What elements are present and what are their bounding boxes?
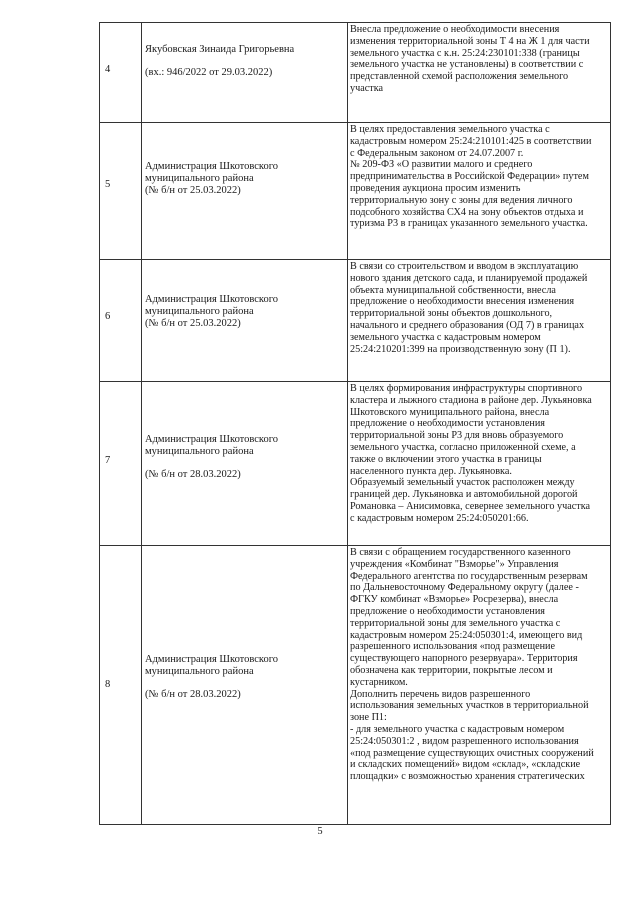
text-line: территориальной зоны Р3 для вновь образуемого <box>350 430 564 442</box>
applicant-cell <box>142 546 348 825</box>
text-line: «под размещение существующих очистных сооружений <box>350 747 594 759</box>
text-line: В связи со строительством и вводом в эксплуатацию <box>350 261 579 272</box>
applicant-line: муниципального района <box>145 172 254 184</box>
applicant-label <box>145 434 345 480</box>
proposal-text <box>348 546 610 783</box>
applicant-line: муниципального района <box>145 445 254 457</box>
proposal-text-cell <box>348 382 611 546</box>
text-line: также о включении этого участка в границы <box>350 453 542 465</box>
text-line: 25:24:210201:399 на производственную зону (П 1). <box>350 343 571 355</box>
applicant-line: (№ б/н от 28.03.2022) <box>145 468 241 480</box>
table-row <box>100 546 611 825</box>
text-line: предложение о необходимости внесения изменения <box>350 296 575 308</box>
text-line: Федерального агентства по государственным резервам <box>350 570 588 582</box>
applicant-line: Администрация Шкотовского <box>145 294 279 305</box>
text-line: существующего напорного резервуара». Территория <box>350 653 578 665</box>
proposal-text <box>348 23 610 95</box>
text-line: начального и среднего образования (ОД 7) в границах <box>350 319 585 331</box>
applicant-line: Администрация Шкотовского <box>145 434 279 445</box>
proposals-table <box>99 22 611 825</box>
applicant-label <box>145 44 345 79</box>
text-line: Дополнить перечень видов разрешенного <box>350 688 531 700</box>
applicant-line: Якубовская Зинаида Григорьевна <box>145 44 295 55</box>
text-line: подсобного хозяйства СХ4 на зону объектов отдыха и <box>350 206 584 218</box>
row-number: 4 <box>105 64 111 75</box>
applicant-cell <box>142 123 348 260</box>
applicant-line: (№ б/н от 28.03.2022) <box>145 688 241 700</box>
proposal-text <box>348 260 610 355</box>
proposal-text-cell <box>348 260 611 382</box>
text-line: границей дер. Лукьяновка и автомобильной дорогой <box>350 489 578 501</box>
row-number-cell <box>100 260 142 382</box>
applicant-label <box>145 654 345 700</box>
text-line: земельного участка с к.н. 25:24:230101:338 (границы <box>350 47 580 59</box>
text-line: участка <box>350 82 384 94</box>
row-number: 6 <box>105 311 111 322</box>
applicant-line: муниципального района <box>145 305 254 317</box>
text-line: проведения аукциона просим изменить <box>350 182 521 194</box>
text-line: кадастровым номером 25:24:210101:425 в соответствии <box>350 135 592 147</box>
text-line: по Дальневосточному Федеральному округу (далее - <box>350 582 579 594</box>
text-line: Образуемый земельный участок расположен между <box>350 477 575 489</box>
text-line: учреждения «Комбинат "Взморье"» Управления <box>350 558 559 570</box>
text-line: ФГКУ комбинат «Взморье» Росрезерва), внесла <box>350 594 559 606</box>
text-line: использования земельных участков в территориальной <box>350 700 589 712</box>
row-number-cell <box>100 382 142 546</box>
text-line: разрешенного использования «под размещение <box>350 641 556 653</box>
table-row <box>100 260 611 382</box>
table-row <box>100 123 611 260</box>
text-line: кустарником. <box>350 676 408 688</box>
applicant-line: (№ б/н от 25.03.2022) <box>145 317 241 329</box>
applicant-label <box>145 294 345 329</box>
text-line: представленной схемой расположения земельного <box>350 71 569 83</box>
text-line: В целях формирования инфраструктуры спортивного <box>350 383 583 394</box>
text-line: В целях предоставления земельного участка с <box>350 124 550 135</box>
text-line: земельного участка не установлены) в соответствии с <box>350 59 584 71</box>
applicant-line: (№ б/н от 25.03.2022) <box>145 184 241 196</box>
proposal-text-cell <box>348 546 611 825</box>
text-line: Внесла предложение о необходимости внесения <box>350 24 560 35</box>
row-number-cell <box>100 123 142 260</box>
applicant-line: Администрация Шкотовского <box>145 654 279 665</box>
text-line: кадастровым номером 25:24:050301:4, имеющего вид <box>350 629 583 641</box>
text-line: предложение о необходимости установления <box>350 418 545 430</box>
text-line: - для земельного участка с кадастровым номером <box>350 723 565 735</box>
row-number: 7 <box>105 455 111 466</box>
text-line: 25:24:050301:2 , видом разрешенного использования <box>350 735 579 747</box>
text-line: территориальной зоны объектов дошкольного, <box>350 308 553 320</box>
text-line: с кадастровым номером 25:24:050201:66. <box>350 512 529 524</box>
text-line: Шкотовского муниципального района, внесла <box>350 406 550 418</box>
text-line: кластера и лыжного стадиона в районе дер. Лукьяновка <box>350 394 592 406</box>
proposal-text <box>348 382 610 525</box>
applicant-line: (вх.: 946/2022 от 29.03.2022) <box>145 66 273 78</box>
proposal-text <box>348 123 610 230</box>
applicant-cell <box>142 23 348 123</box>
proposal-text-cell <box>348 23 611 123</box>
row-number: 8 <box>105 679 111 690</box>
applicant-line: муниципального района <box>145 665 254 677</box>
text-line: № 209-ФЗ «О развитии малого и среднего <box>350 159 533 171</box>
text-line: объекта муниципальной собственности, внесла <box>350 284 556 296</box>
text-line: территориальную зону с зоны для ведения личного <box>350 194 573 206</box>
text-line: предпринимательства в Российской Федерации» путем <box>350 171 589 183</box>
text-line: предложение о необходимости установления <box>350 605 545 617</box>
text-line: туризма Р3 в границах указанного земельного участка. <box>350 218 588 230</box>
applicant-cell <box>142 260 348 382</box>
page-number: 5 <box>317 826 323 837</box>
text-line: обозначена как территории, покрытые лесом и <box>350 664 553 676</box>
row-number-cell <box>100 23 142 123</box>
row-number: 5 <box>105 179 111 190</box>
text-line: В связи с обращением государственного казенного <box>350 547 571 558</box>
text-line: площадки» с возможностью хранения стратегических <box>350 771 585 783</box>
proposal-text-cell <box>348 123 611 260</box>
applicant-cell <box>142 382 348 546</box>
text-line: зоне П1: <box>350 712 387 724</box>
text-line: земельного участка, согласно приложенной схеме, а <box>350 441 576 453</box>
text-line: и складских помещений» видом «склад», «складские <box>350 759 581 771</box>
text-line: Романовка – Анисимовка, севернее земельного участка <box>350 500 591 512</box>
table-row <box>100 382 611 546</box>
table-row <box>100 23 611 123</box>
text-line: земельного участка с кадастровым номером <box>350 331 541 343</box>
text-line: нового здания детского сада, и планируемой продажей <box>350 272 588 284</box>
text-line: населенного пункта дер. Лукьяновка. <box>350 465 512 477</box>
text-line: территориальной зоны для земельного участка с <box>350 617 561 629</box>
applicant-label <box>145 161 345 196</box>
text-line: с Федеральным законом от 24.07.2007 г. <box>350 147 524 159</box>
applicant-line: Администрация Шкотовского <box>145 161 279 172</box>
text-line: изменения территориальной зоны Т 4 на Ж 1 для части <box>350 35 590 47</box>
row-number-cell <box>100 546 142 825</box>
